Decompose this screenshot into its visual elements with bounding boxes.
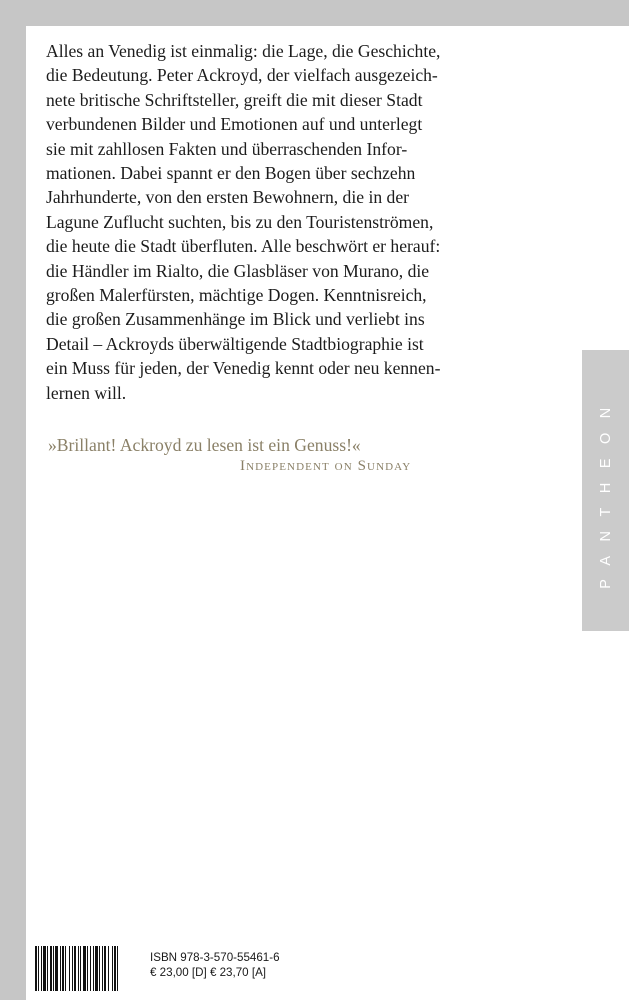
- blurb-line: sie mit zahllosen Fakten und überraschenden Infor-: [46, 138, 408, 159]
- blurb-line: Jahrhunderte, von den ersten Bewohnern, die in der: [46, 187, 409, 208]
- barcode: [34, 946, 137, 991]
- blurb-line: die großen Zusammenhänge im Blick und verliebt ins: [46, 309, 425, 330]
- blurb-line: nete britische Schriftsteller, greift die mit dieser Stadt: [46, 89, 423, 110]
- blurb-line: verbundenen Bilder und Emotionen auf und unterlegt: [46, 114, 423, 135]
- blurb-line: lernen will.: [46, 382, 127, 403]
- blurb-text: [46, 39, 506, 405]
- price-info: [150, 950, 280, 980]
- publisher-name: PANTHEON: [597, 392, 614, 589]
- isbn-number: ISBN 978-3-570-55461-6: [150, 951, 280, 964]
- blurb-line: die Händler im Rialto, die Glasbläser von Murano, die: [46, 260, 430, 281]
- quote-source: Independent on Sunday: [240, 458, 412, 474]
- blurb-line: Detail – Ackroyds überwältigende Stadtbiographie ist: [46, 333, 424, 354]
- press-quote: »Brillant! Ackroyd zu lesen ist ein Genuss!«: [48, 435, 361, 455]
- blurb-line: mationen. Dabei spannt er den Bogen über sechzehn: [46, 163, 416, 184]
- blurb-line: die heute die Stadt überfluten. Alle beschwört er herauf:: [46, 236, 441, 257]
- blurb-line: Lagune Zuflucht suchten, bis zu den Touristenströmen,: [46, 211, 434, 232]
- publisher-tab: [582, 350, 629, 631]
- blurb-line: die Bedeutung. Peter Ackroyd, der vielfach ausgezeich-: [46, 65, 438, 86]
- blurb-line: Alles an Venedig ist einmalig: die Lage, die Geschichte,: [46, 41, 441, 61]
- blurb-line: großen Malerfürsten, mächtige Dogen. Kenntnisreich,: [46, 285, 427, 306]
- price: € 23,00 [D] € 23,70 [A]: [150, 966, 267, 979]
- back-cover: [26, 26, 629, 1000]
- blurb-line: ein Muss für jeden, der Venedig kennt oder neu kennen-: [46, 358, 441, 379]
